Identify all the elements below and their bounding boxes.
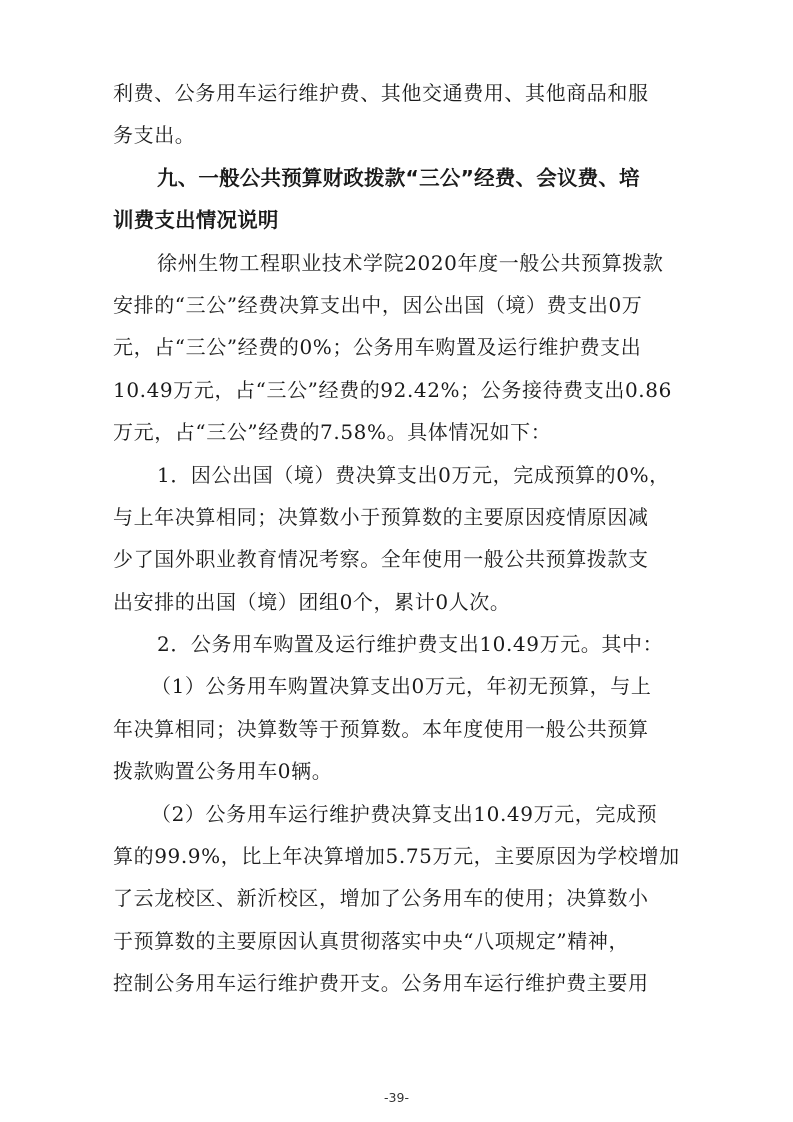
text-line: 少了国外职业教育情况考察。全年使用一般公共预算拨款支: [113, 547, 649, 572]
page-number: -39-: [384, 1090, 409, 1105]
text-line: 1．因公出国（境）费决算支出0万元，完成预算的0%，: [157, 462, 670, 487]
text-line: （1）公务用车购置决算支出0万元，年初无预算，与上: [151, 674, 652, 699]
text-line: 10.49万元，占“三公”经费的92.42%；公务接待费支出0.86: [113, 377, 672, 402]
text-line: 元，占“三公”经费的0%；公务用车购置及运行维护费支出: [113, 335, 642, 360]
text-line: 于预算数的主要原因认真贯彻落实中央“八项规定”精神，: [113, 928, 630, 953]
text-line: 安排的“三公”经费决算支出中，因公出国（境）费支出0万: [113, 292, 643, 317]
text-line: 务支出。: [113, 123, 196, 148]
text-line: 万元，占“三公”经费的7.58%。具体情况如下：: [113, 420, 552, 445]
text-line: 年决算相同；决算数等于预算数。本年度使用一般公共预算: [113, 716, 649, 741]
text-line: 2．公务用车购置及运行维护费支出10.49万元。其中：: [157, 632, 664, 657]
section-heading: 训费支出情况说明: [113, 208, 279, 233]
text-line: 徐州生物工程职业技术学院2020年度一般公共预算拨款: [157, 250, 664, 275]
text-line: 了云龙校区、新沂校区，增加了公务用车的使用；决算数小: [113, 886, 649, 911]
text-line: 控制公务用车运行维护费开支。公务用车运行维护费主要用: [113, 971, 649, 996]
text-line: 拨款购置公务用车0辆。: [113, 759, 333, 784]
section-heading: 九、一般公共预算财政拨款“三公”经费、会议费、培: [157, 165, 640, 190]
document-body: [113, 72, 681, 1005]
text-line: 与上年决算相同；决算数小于预算数的主要原因疫情原因减: [113, 504, 649, 529]
text-line: （2）公务用车运行维护费决算支出10.49万元，完成预: [151, 801, 658, 826]
text-line: 利费、公务用车运行维护费、其他交通费用、其他商品和服: [113, 81, 649, 105]
text-line: 算的99.9%，比上年决算增加5.75万元，主要原因为学校增加: [113, 844, 680, 869]
text-line: 出安排的出国（境）团组0个，累计0人次。: [113, 589, 511, 614]
